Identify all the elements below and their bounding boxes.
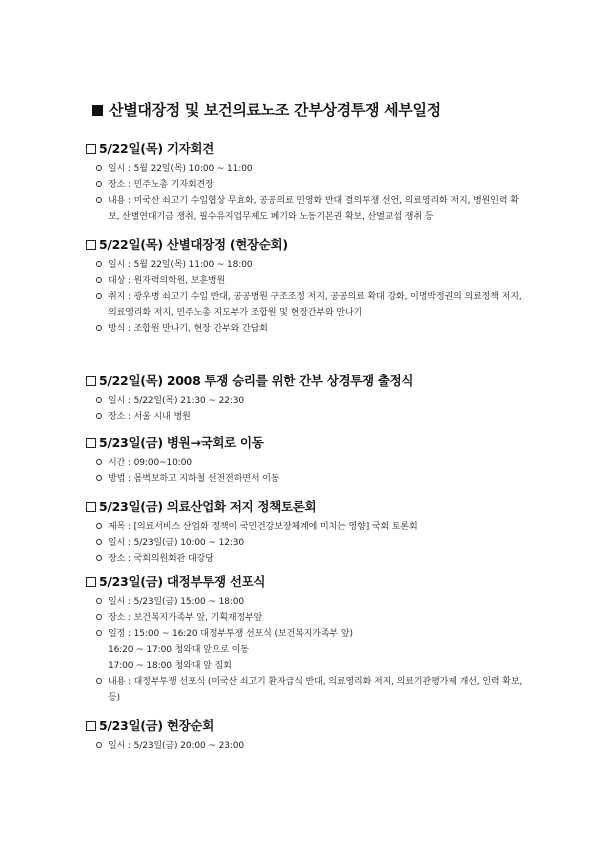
list-item [86,455,526,471]
list-item [86,193,526,225]
section-heading [86,717,526,735]
list-item-text: 대상 : 원자력의학원, 보훈병원 [108,276,226,286]
circle-bullet-icon [96,459,102,465]
schedule-section [86,372,526,425]
section-heading [86,573,526,591]
list-item-text: 일시 : 5월 22일(목) 10:00 ~ 11:00 [108,164,253,174]
list-item [86,738,526,754]
list-item [86,610,526,626]
checkbox-square-icon [86,240,96,250]
list-item [86,257,526,273]
list-item [86,393,526,409]
list-item-text: 장소 : 국회의원회관 대강당 [108,554,214,564]
circle-bullet-icon [96,397,102,403]
schedule-section [86,236,526,337]
checkbox-square-icon [86,438,96,448]
list-item [86,674,526,706]
checkbox-square-icon [86,144,96,154]
section-item-list [86,594,526,706]
circle-bullet-icon [96,293,102,299]
section-heading-text: 5/23일(금) 병원→국회로 이동 [99,435,264,450]
list-item-text: 일시 : 5/23일(금) 20:00 ~ 23:00 [108,741,245,751]
section-item-list [86,161,526,225]
circle-bullet-icon [96,539,102,545]
schedule-section [86,717,526,754]
list-item [86,289,526,321]
section-heading-text: 5/23일(금) 의료산업화 저지 정책토론회 [99,499,317,514]
list-item-text: 일시 : 5/23일(금) 15:00 ~ 18:00 [108,597,245,607]
list-item-text: 일시 : 5월 22일(목) 11:00 ~ 18:00 [108,260,253,270]
list-item [86,177,526,193]
list-item-text: 장소 : 서울 시내 병원 [108,412,191,422]
circle-bullet-icon [96,523,102,529]
document-title-text: 산별대장정 및 보건의료노조 간부상경투쟁 세부일정 [109,101,441,119]
list-item [86,273,526,289]
black-square-icon [92,105,103,116]
circle-bullet-icon [96,614,102,620]
checkbox-square-icon [86,502,96,512]
list-item [86,551,526,567]
circle-bullet-icon [96,555,102,561]
circle-bullet-icon [96,413,102,419]
checkbox-square-icon [86,376,96,386]
section-heading-text: 5/23일(금) 현장순회 [99,718,214,733]
list-item [86,471,526,487]
section-heading [86,434,526,452]
list-item [86,161,526,177]
section-heading [86,236,526,254]
schedule-section [86,140,526,225]
checkbox-square-icon [86,721,96,731]
section-item-list [86,738,526,754]
circle-bullet-icon [96,277,102,283]
section-heading-text: 5/22일(목) 산별대장정 (현장순회) [99,237,288,252]
circle-bullet-icon [96,197,102,203]
circle-bullet-icon [96,742,102,748]
list-item [86,626,526,674]
section-item-list [86,519,526,567]
section-item-list [86,455,526,487]
section-heading-text: 5/22일(목) 2008 투쟁 승리를 위한 간부 상경투쟁 출정식 [99,373,414,388]
list-item [86,535,526,551]
circle-bullet-icon [96,678,102,684]
document-title [92,99,441,120]
list-item-text: 일정 : 15:00 ~ 16:20 대정부투쟁 선포식 (보건복지가족부 앞) 16:20 ~ 17:00 청와대 앞으로 이동 17:00 ~ 18:00 청와대 앞 집회 [108,629,353,671]
circle-bullet-icon [96,598,102,604]
list-item-text: 내용 : 미국산 쇠고기 수입협상 무효화, 공공의료 민영화 반대 결의투쟁 선언, 의료영리화 저지, 병원인력 확보, 산별연대기금 쟁취, 필수유지업무제도 폐기와 노동기본권 확보, 산별교섭 쟁취 등 [108,196,519,222]
section-item-list [86,257,526,337]
circle-bullet-icon [96,165,102,171]
list-item-text: 장소 : 보건복지가족부 앞, 기획재정부앞 [108,613,263,623]
section-heading [86,372,526,390]
list-item [86,519,526,535]
circle-bullet-icon [96,181,102,187]
list-item-text: 방식 : 조합원 만나기, 현장 간부와 간담회 [108,324,268,334]
list-item-text: 장소 : 민주노총 기자회견장 [108,180,214,190]
section-item-list [86,393,526,425]
list-item-text: 제목 : [의료서비스 산업화 정책이 국민건강보장체계에 미치는 영향] 국회 토론회 [108,522,418,532]
circle-bullet-icon [96,630,102,636]
section-heading [86,498,526,516]
list-item [86,594,526,610]
list-item-text: 일시 : 5/22일(목) 21:30 ~ 22:30 [108,396,245,406]
list-item [86,321,526,337]
list-item [86,409,526,425]
section-heading [86,140,526,158]
section-heading-text: 5/22일(목) 기자회견 [99,141,214,156]
list-item-text: 방법 : 몸벽보하고 지하철 선전전하면서 이동 [108,474,280,484]
list-item-text: 내용 : 대정부투쟁 선포식 (미국산 쇠고기 환자급식 반대, 의료영리화 저지, 의료기관평가제 개선, 인력 확보, 등) [108,677,523,703]
schedule-section [86,573,526,706]
circle-bullet-icon [96,261,102,267]
list-item-text: 일시 : 5/23일(금) 10:00 ~ 12:30 [108,538,245,548]
circle-bullet-icon [96,475,102,481]
list-item-text: 시간 : 09:00~10:00 [108,458,192,468]
circle-bullet-icon [96,325,102,331]
section-heading-text: 5/23일(금) 대정부투쟁 선포식 [99,574,266,589]
list-item-text: 취지 : 광우병 쇠고기 수입 반대, 공공병원 구조조정 저지, 공공의료 확대 강화, 이명박정권의 의료정책 저지, 의료영리화 저지, 민주노총 지도부가 조합원 및 현장간부와 만나기 [108,292,522,318]
checkbox-square-icon [86,577,96,587]
schedule-section [86,498,526,567]
schedule-section [86,434,526,487]
